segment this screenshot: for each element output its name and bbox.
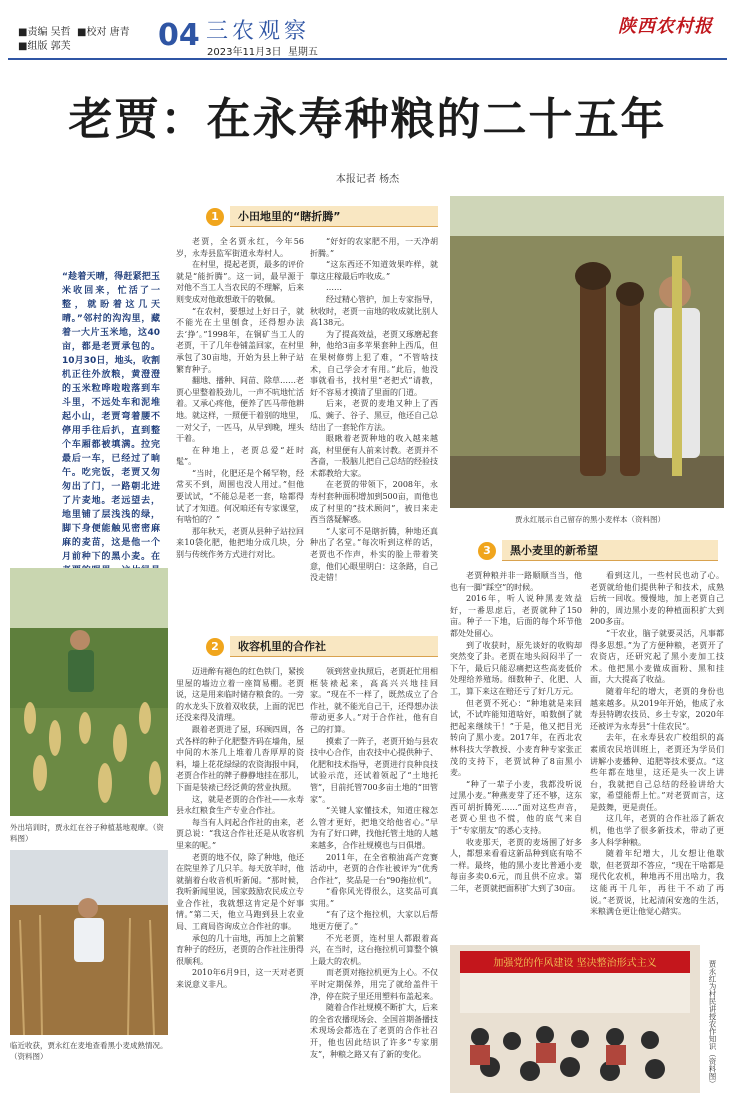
article-headline: 老贾：在永寿种粮的二十五年: [68, 94, 667, 145]
section-title-1: 小田地里的“瞎折腾”: [230, 206, 438, 227]
photo-wheat-field: [10, 850, 168, 1035]
photo-training-class: [450, 945, 700, 1093]
photo-grain-samples: [450, 196, 724, 508]
paragraph: “干农业，脑子就要灵活，凡事都得多思想。”为了方便种粮，老贾开了农资店，还研究起了黑小麦加工技术。他把黑小麦做成面粉、黑和挂面，大大提高了收益。: [590, 628, 724, 685]
paragraph: 到了收获时，原先谈好的收购却突然变了卦。老贾在地头闷闷半了一下午，最后只能忍痛把这些高麦低价处理给养殖场。细数种子、化肥、人工，算下来这在赔还亏了好几万元。: [450, 640, 582, 696]
section-number-badge: 2: [206, 638, 224, 656]
paragraph: 2010年6月9日，这一天对老贾来说意义非凡。: [176, 968, 304, 990]
banner-text: 加强党的作风建设 坚决整治形式主义: [493, 958, 657, 969]
section-number-badge: 1: [206, 208, 224, 226]
paragraph: “当时，化肥还是个稀罕物，经常买不到，周围也没人用过。”但他要试试，“不能总是老一套，啥都得试了才知道。何况咱还有专家课堂，有啥怕的？”: [176, 468, 304, 525]
paragraph: “看你风光得很么，这奖品可真实用。”: [310, 887, 438, 908]
byline: 本报记者 杨杰: [335, 174, 400, 185]
paragraph: ……: [326, 283, 342, 293]
section-title-2: 收容机里的合作社: [230, 636, 438, 657]
caption-wheat-field: 临近收获，贾永红在麦地查看黑小麦成熟情况。（资料图）: [10, 1041, 168, 1061]
editor-credit: ■校对 唐青: [77, 27, 130, 38]
paragraph: 那年秋天，老贾从县种子站拉回来10袋化肥，他把地分成几块，分别与传统作务方式进行对比。: [176, 526, 304, 560]
paragraph: “人家可不是瞎折腾，种地还真种出了名堂。”每次听到这样的话，老贾也不作声，朴实的脸上带着笑意，他们心眼里明白：这条路，自己没走错！: [310, 526, 438, 583]
paragraph: “在农村，要想过上好日子，就不能光在土里刨食，还得想办法去‘挣’。”1998年，在铜矿当工人的老贾，干了几年卷铺盖回家，在村里承包了30亩地，开始为县上种子站繁育种子。: [176, 306, 304, 374]
section-heading-1: [206, 206, 438, 227]
paragraph: 后来，老贾的麦地又种上了西瓜、豌子、谷子、黑豆，他还自己总结出了一套轮作方法。: [310, 399, 438, 432]
section-title-3: 黑小麦里的新希望: [502, 540, 718, 561]
paragraph: 在种地上，老贾总爱“赶时髦”。: [176, 445, 304, 467]
header-rule: [8, 58, 727, 60]
paragraph: 但老贾不死心：“种地就是来回试，不试咋能知道啥好，咱数倒了就把起来继续干！”于是，他又把目光转向了黑小麦。2017年，在西北农林科技大学教授、小麦育种专家张正茂的支持下，老贾试种了8亩黑小麦。: [450, 698, 582, 778]
paragraph: 领到营业执照后，老贾赶忙用相框装裱起来，高高兴兴地挂回家。“现在不一样了，既然成立了合作社，就不能光自己干，还得想办法带动更多人。”对于合作社，他有自己的打算。: [310, 667, 438, 734]
paragraph: 在村里，提起老贾，最多的评价就是“能折腾”。这一词，最早源于对他不当工人当农民的不理解，后来则变成对他敢想敢干的敬佩。: [176, 260, 304, 304]
paragraph: 迈进醉有褪色的红色铁门，紧挨里屋的墙边立着一座简易棚。老贾说，这是用来临时储存粮食的。一旁的水龙头下放着双收获，上面的泥巴还没来得及清理。: [176, 667, 304, 723]
caption-training-class: 贾永红为村民讲授农作知识（资料图）: [708, 960, 717, 1088]
paragraph: 老贾，全名贾永红，今年56岁，永寿县监军街道永寿村人。: [176, 237, 304, 258]
paragraph: 随着合作社规模不断扩大，后来的全省农播现场会、全国首期备播技术现场会都选在了老贾的合作社召开，他也因此结识了许多“专家朋友”，种粮之路又有了新的变化。: [310, 1003, 438, 1059]
editor-credit: ■责编 吴哲: [18, 27, 71, 38]
section-heading-3: [478, 540, 718, 561]
paragraph: 每当有人问起合作社的由来，老贾总说：“我这合作社还是从收容机里来的呢。”: [176, 817, 304, 850]
section-1-col-2: [310, 236, 438, 622]
paragraph: 随着年纪的增大，老贾的身份也越来越多。从2019年开始，他成了永寿县特聘农技员、乡土专家，2020年还被评为永寿县“十佳农民”。: [590, 686, 724, 731]
paragraph: 为了提高效益，老贾又琢磨起套种，他给3亩多苹果套种上西瓜，但在果树修剪上犯了难，“不管啥技术，自己学会才有用。”此后，他没事就看书，找村里“老把式”请教，好不容易才摸清了里面的门道。: [310, 329, 438, 397]
section-number-badge: 3: [478, 542, 496, 560]
editor-credits: [18, 26, 130, 54]
section-2-col-1: [176, 666, 304, 1096]
section-3-col-1: [450, 570, 582, 924]
paragraph: 2016年，听人说种黑麦效益好，一番思虑后，老贾就种了150亩。种子一下地，后面的每个环节他都处处留心。: [450, 594, 582, 638]
paragraph: 眼瞅着老贾种地的收入越来越高，村里便有人前来讨教。老贾并不吝啬，一股脑儿把自己总结的经验技术都教给大家。: [310, 434, 438, 478]
paragraph: 收麦那天，老贾的麦场围了好多人，都想来看看这新品种到底有啥不一样。最终，他的黑小麦比普通小麦每亩多卖0.6元，而且供不应求。第二年，老贾就把面积扩大到了30亩。: [450, 837, 582, 894]
paragraph: 而老贾对拖拉机更为上心。不仅平时定期保养，用完了就给盖件干净，停在院子里还用塑料布盖起来。: [310, 968, 438, 1001]
caption-millet-field: 外出培训时，贾永红在谷子种植基地观摩。（资料图）: [10, 823, 164, 843]
paragraph: 在老贾的带领下，2008年，永寿村套种面积增加到500亩，而他也成了村里的“技术顾问”，被日来走西当落疑解惑。: [310, 480, 438, 525]
paragraph: 不光老贾，连村里人都跟着高兴，在当时，这台拖拉机可算整个镇上最大的农机。: [310, 933, 438, 966]
paper-masthead: 陕西农村报: [618, 16, 713, 37]
article-lead: “趁着天晴，得赶紧把玉米收回来，忙活了一整，就盼着这几天晴。”邻村的沟沟里，藏着一大片玉米地，这40亩，都是老贾承包的。10月30日，地头，收割机正往外放粮，黄澄澄的玉米粒哗啦啦落到车斗里，不远处车和泥堆起小山，老贾弯着腰不停用手往后扒，直到整个车厢都被填满。拉完最后一车，已经过了晌午。吃完饭，老贾又匆匆出了门，一路朝北进了片麦地。老远望去，地里铺了层浅浅的绿，脚下身便能触见密密麻麻的麦苗，这是他一个月前种下的黑小麦。在: [62, 272, 160, 562]
paragraph: “关键人家懂技术，知道庄稼怎么管才更好，把地交给他省心。”早为有了好口碑，找他托管土地的人越来越多，合作社规模也与日俱增。: [310, 806, 438, 850]
paragraph: 经过精心管护，加上专家指导，秋收时，老贾一亩地的收成就比别人高138元。: [310, 294, 438, 328]
section-heading-2: [206, 636, 438, 657]
paragraph: 老贾种粮并非一路顺顺当当，他也有一脚“踩空”的时候。: [450, 571, 582, 592]
paragraph: 跟着老贾进了屋，环顾四周，各式各样的种子化肥整齐码在墙角，屋中间的木茶几上堆着几沓厚厚的资料，墙上花花绿绿的农资海报中间，老贾合作社的牌子静静地挂在那儿，下面是装裱已经泛黄的营业执照。: [176, 724, 304, 792]
section-title: 三农观察: [206, 19, 311, 44]
paragraph: “有了这个拖拉机，大家以后帮地更方便了。”: [310, 910, 438, 932]
section-3-col-2: [590, 570, 724, 924]
weekday-text: 星期五: [287, 47, 318, 58]
paragraph: 老贾的地不仅，除了种地，他还在院里养了几只羊。每天放羊时，他就揣着台收音机听新闻。“那时候，我听新闻里说，国家鼓励农民成立专业合作社，我就想这肯定是个好事情。”第二天，他立马跑到县上农业局、工商局咨询成立合作社的事。: [176, 852, 304, 932]
paragraph: “种了一辈子小麦，我都没听说过黑小麦。”种燕麦芽了还不够，这东西可胡折腾死……”面对这些声音，老贾心里也不慌，他的底气来自于“专家朋友”的悉心支持。: [450, 779, 582, 836]
paragraph: 随着年纪增大，儿女想让他歇歇，但老贾却不答应，“现在干啥都是现代化农机，种地再不用出啥力，我这能再干几年，再往干不动了再说。”老贾说，比起清闲安逸的生活，米粮满仓更让他觉心踏实。: [590, 849, 724, 917]
paragraph: “好好的农家肥不用，一天净胡折腾。”: [310, 237, 438, 258]
page-number: 04: [158, 18, 200, 53]
photo-millet-field: [10, 568, 168, 816]
paragraph: 这，就是老贾的合作社——永寿县永红粮食生产专业合作社。: [176, 794, 304, 816]
paragraph: 翻地、播种、间苗、除草……老贾心里整着股劲儿，一声不吭地忙活着。又承心疼他，便养了匹马带他耕地。就这样，一照便干着别的地里，一对父子，一匹马，从早到晚，埋头干着。: [176, 376, 304, 444]
caption-grain-samples: 贾永红展示自己留存的黑小麦样本（资料图）: [515, 515, 665, 524]
paragraph: 看到这儿，一些村民也动了心。老贾就给他们提供种子和技术，成熟后统一回收。慢慢地，加上老贾自己种的，周边黑小麦的种植面积扩大到200多亩。: [590, 571, 724, 627]
paragraph: 去年，在永寿县农广校组织的高素质农民培训班上，老贾还为学员们讲解小麦播种、追肥等技术要点。“这些年都在地里，这还是头一次上讲台，我就把自己总结的经验讲给大家，希望能帮上忙。”对老贾而言，这是鼓舞，更是责任。: [590, 733, 724, 812]
section-2-col-2: [310, 666, 438, 1096]
editor-credit: ■组版 郭芙: [18, 41, 71, 52]
paragraph: 承包的几十亩地，再加上之前繁育种子的经历，老贾的合作社注册得很顺利。: [176, 933, 304, 966]
paragraph: 2011年，在全省粮油高产竞赛活动中，老贾的合作社被评为“优秀合作社”，奖品是一台“90拖拉机”。: [310, 852, 438, 885]
paragraph: “这东西还不知道效果咋样，就靠这庄稼最后咋收成。”: [310, 260, 438, 281]
issue-date: [207, 43, 318, 58]
section-1-col-1: [176, 236, 304, 622]
paragraph: 摸索了一阵子，老贾开始与县农技中心合作，由农技中心提供种子、化肥和技术指导，老贾进行良种良技试验示范，还试着领起了“土地托管”，目前托管700多亩土地的“田管家”。: [310, 736, 438, 804]
date-text: 2023年11月3日: [207, 47, 282, 58]
paragraph: 这几年，老贾的合作社添了新农机，他也学了很多新技术，带动了更多人科学种粮。: [590, 814, 724, 847]
